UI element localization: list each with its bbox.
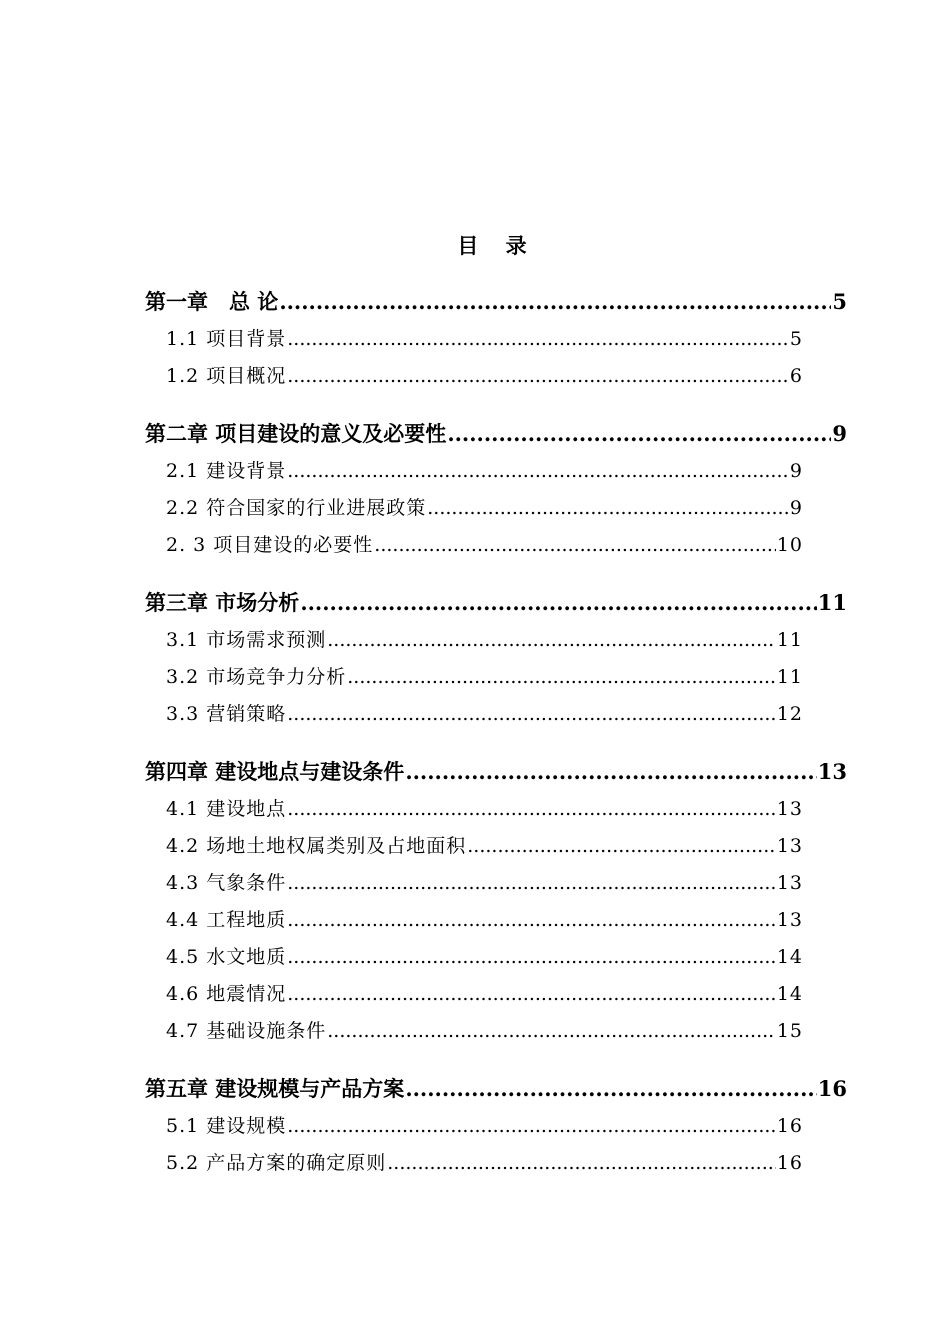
chapter-title: 第五章 建设规模与产品方案 — [145, 1076, 405, 1101]
section-entry[interactable] — [166, 1013, 803, 1050]
dot-leader — [347, 659, 776, 696]
dot-leader — [467, 828, 776, 865]
section-entry[interactable] — [166, 527, 803, 564]
section-page-number: 5 — [789, 328, 803, 350]
section-entry[interactable] — [166, 976, 803, 1013]
section-title: 4.4 工程地质 — [166, 909, 287, 931]
section-title: 1.1 项目背景 — [166, 328, 287, 350]
section-page-number: 12 — [776, 703, 803, 725]
chapter-page-number: 11 — [817, 590, 847, 615]
section-entry[interactable] — [166, 865, 803, 902]
chapter-entry[interactable] — [145, 584, 847, 622]
dot-leader — [287, 453, 789, 490]
section-title: 4.7 基础设施条件 — [166, 1020, 327, 1042]
dot-leader — [405, 753, 816, 791]
section-page-number: 14 — [776, 983, 803, 1005]
section-entry[interactable] — [166, 321, 803, 358]
section-page-number: 15 — [776, 1020, 803, 1042]
chapter-5 — [145, 1070, 847, 1182]
section-title: 4.5 水文地质 — [166, 946, 287, 968]
section-title: 4.1 建设地点 — [166, 798, 287, 820]
section-entry[interactable] — [166, 791, 803, 828]
section-page-number: 10 — [776, 534, 803, 556]
section-entry[interactable] — [166, 358, 803, 395]
dot-leader — [427, 490, 789, 527]
section-title: 4.6 地震情况 — [166, 983, 287, 1005]
section-page-number: 6 — [789, 365, 803, 387]
section-title: 2. 3 项目建设的必要性 — [166, 534, 374, 556]
section-page-number: 11 — [776, 629, 803, 651]
dot-leader — [300, 584, 816, 622]
section-title: 3.3 营销策略 — [166, 703, 287, 725]
chapter-entry[interactable] — [145, 415, 847, 453]
chapter-title: 第二章 项目建设的意义及必要性 — [145, 421, 447, 446]
section-page-number: 16 — [776, 1115, 803, 1137]
dot-leader — [405, 1070, 816, 1108]
section-page-number: 9 — [789, 460, 803, 482]
section-entry[interactable] — [166, 490, 803, 527]
chapter-3 — [145, 584, 847, 733]
chapter-title: 第四章 建设地点与建设条件 — [145, 759, 405, 784]
section-entry[interactable] — [166, 1145, 803, 1182]
chapter-page-number: 16 — [817, 1076, 847, 1101]
section-entry[interactable] — [166, 659, 803, 696]
table-of-contents — [145, 283, 847, 1202]
chapter-entry[interactable] — [145, 1070, 847, 1108]
section-title: 4.2 场地土地权属类别及占地面积 — [166, 835, 467, 857]
chapter-title: 第一章 总 论 — [145, 289, 279, 314]
dot-leader — [387, 1145, 776, 1182]
chapter-title: 第三章 市场分析 — [145, 590, 300, 615]
chapter-page-number: 13 — [817, 759, 847, 784]
chapter-entry[interactable] — [145, 753, 847, 791]
chapter-1 — [145, 283, 847, 395]
dot-leader — [279, 283, 831, 321]
dot-leader — [327, 622, 776, 659]
chapter-2 — [145, 415, 847, 564]
section-page-number: 13 — [776, 798, 803, 820]
dot-leader — [287, 902, 776, 939]
section-entry[interactable] — [166, 939, 803, 976]
section-page-number: 13 — [776, 909, 803, 931]
dot-leader — [327, 1013, 776, 1050]
section-entry[interactable] — [166, 828, 803, 865]
toc-heading: 目 录 — [457, 233, 537, 258]
section-title: 1.2 项目概况 — [166, 365, 287, 387]
section-entry[interactable] — [166, 902, 803, 939]
section-page-number: 13 — [776, 872, 803, 894]
section-title: 3.1 市场需求预测 — [166, 629, 327, 651]
section-title: 5.1 建设规模 — [166, 1115, 287, 1137]
dot-leader — [374, 527, 776, 564]
section-title: 4.3 气象条件 — [166, 872, 287, 894]
section-entry[interactable] — [166, 453, 803, 490]
section-title: 2.2 符合国家的行业进展政策 — [166, 497, 427, 519]
section-entry[interactable] — [166, 622, 803, 659]
dot-leader — [287, 696, 776, 733]
dot-leader — [287, 939, 776, 976]
dot-leader — [287, 976, 776, 1013]
dot-leader — [447, 415, 831, 453]
dot-leader — [287, 791, 776, 828]
dot-leader — [287, 321, 789, 358]
section-title: 2.1 建设背景 — [166, 460, 287, 482]
section-page-number: 14 — [776, 946, 803, 968]
section-title: 5.2 产品方案的确定原则 — [166, 1152, 387, 1174]
section-title: 3.2 市场竞争力分析 — [166, 666, 347, 688]
section-page-number: 11 — [776, 666, 803, 688]
chapter-page-number: 9 — [832, 421, 847, 446]
section-entry[interactable] — [166, 1108, 803, 1145]
chapter-entry[interactable] — [145, 283, 847, 321]
chapter-4 — [145, 753, 847, 1050]
chapter-page-number: 5 — [832, 289, 847, 314]
section-entry[interactable] — [166, 696, 803, 733]
dot-leader — [287, 358, 789, 395]
section-page-number: 16 — [776, 1152, 803, 1174]
section-page-number: 9 — [789, 497, 803, 519]
dot-leader — [287, 865, 776, 902]
dot-leader — [287, 1108, 776, 1145]
section-page-number: 13 — [776, 835, 803, 857]
